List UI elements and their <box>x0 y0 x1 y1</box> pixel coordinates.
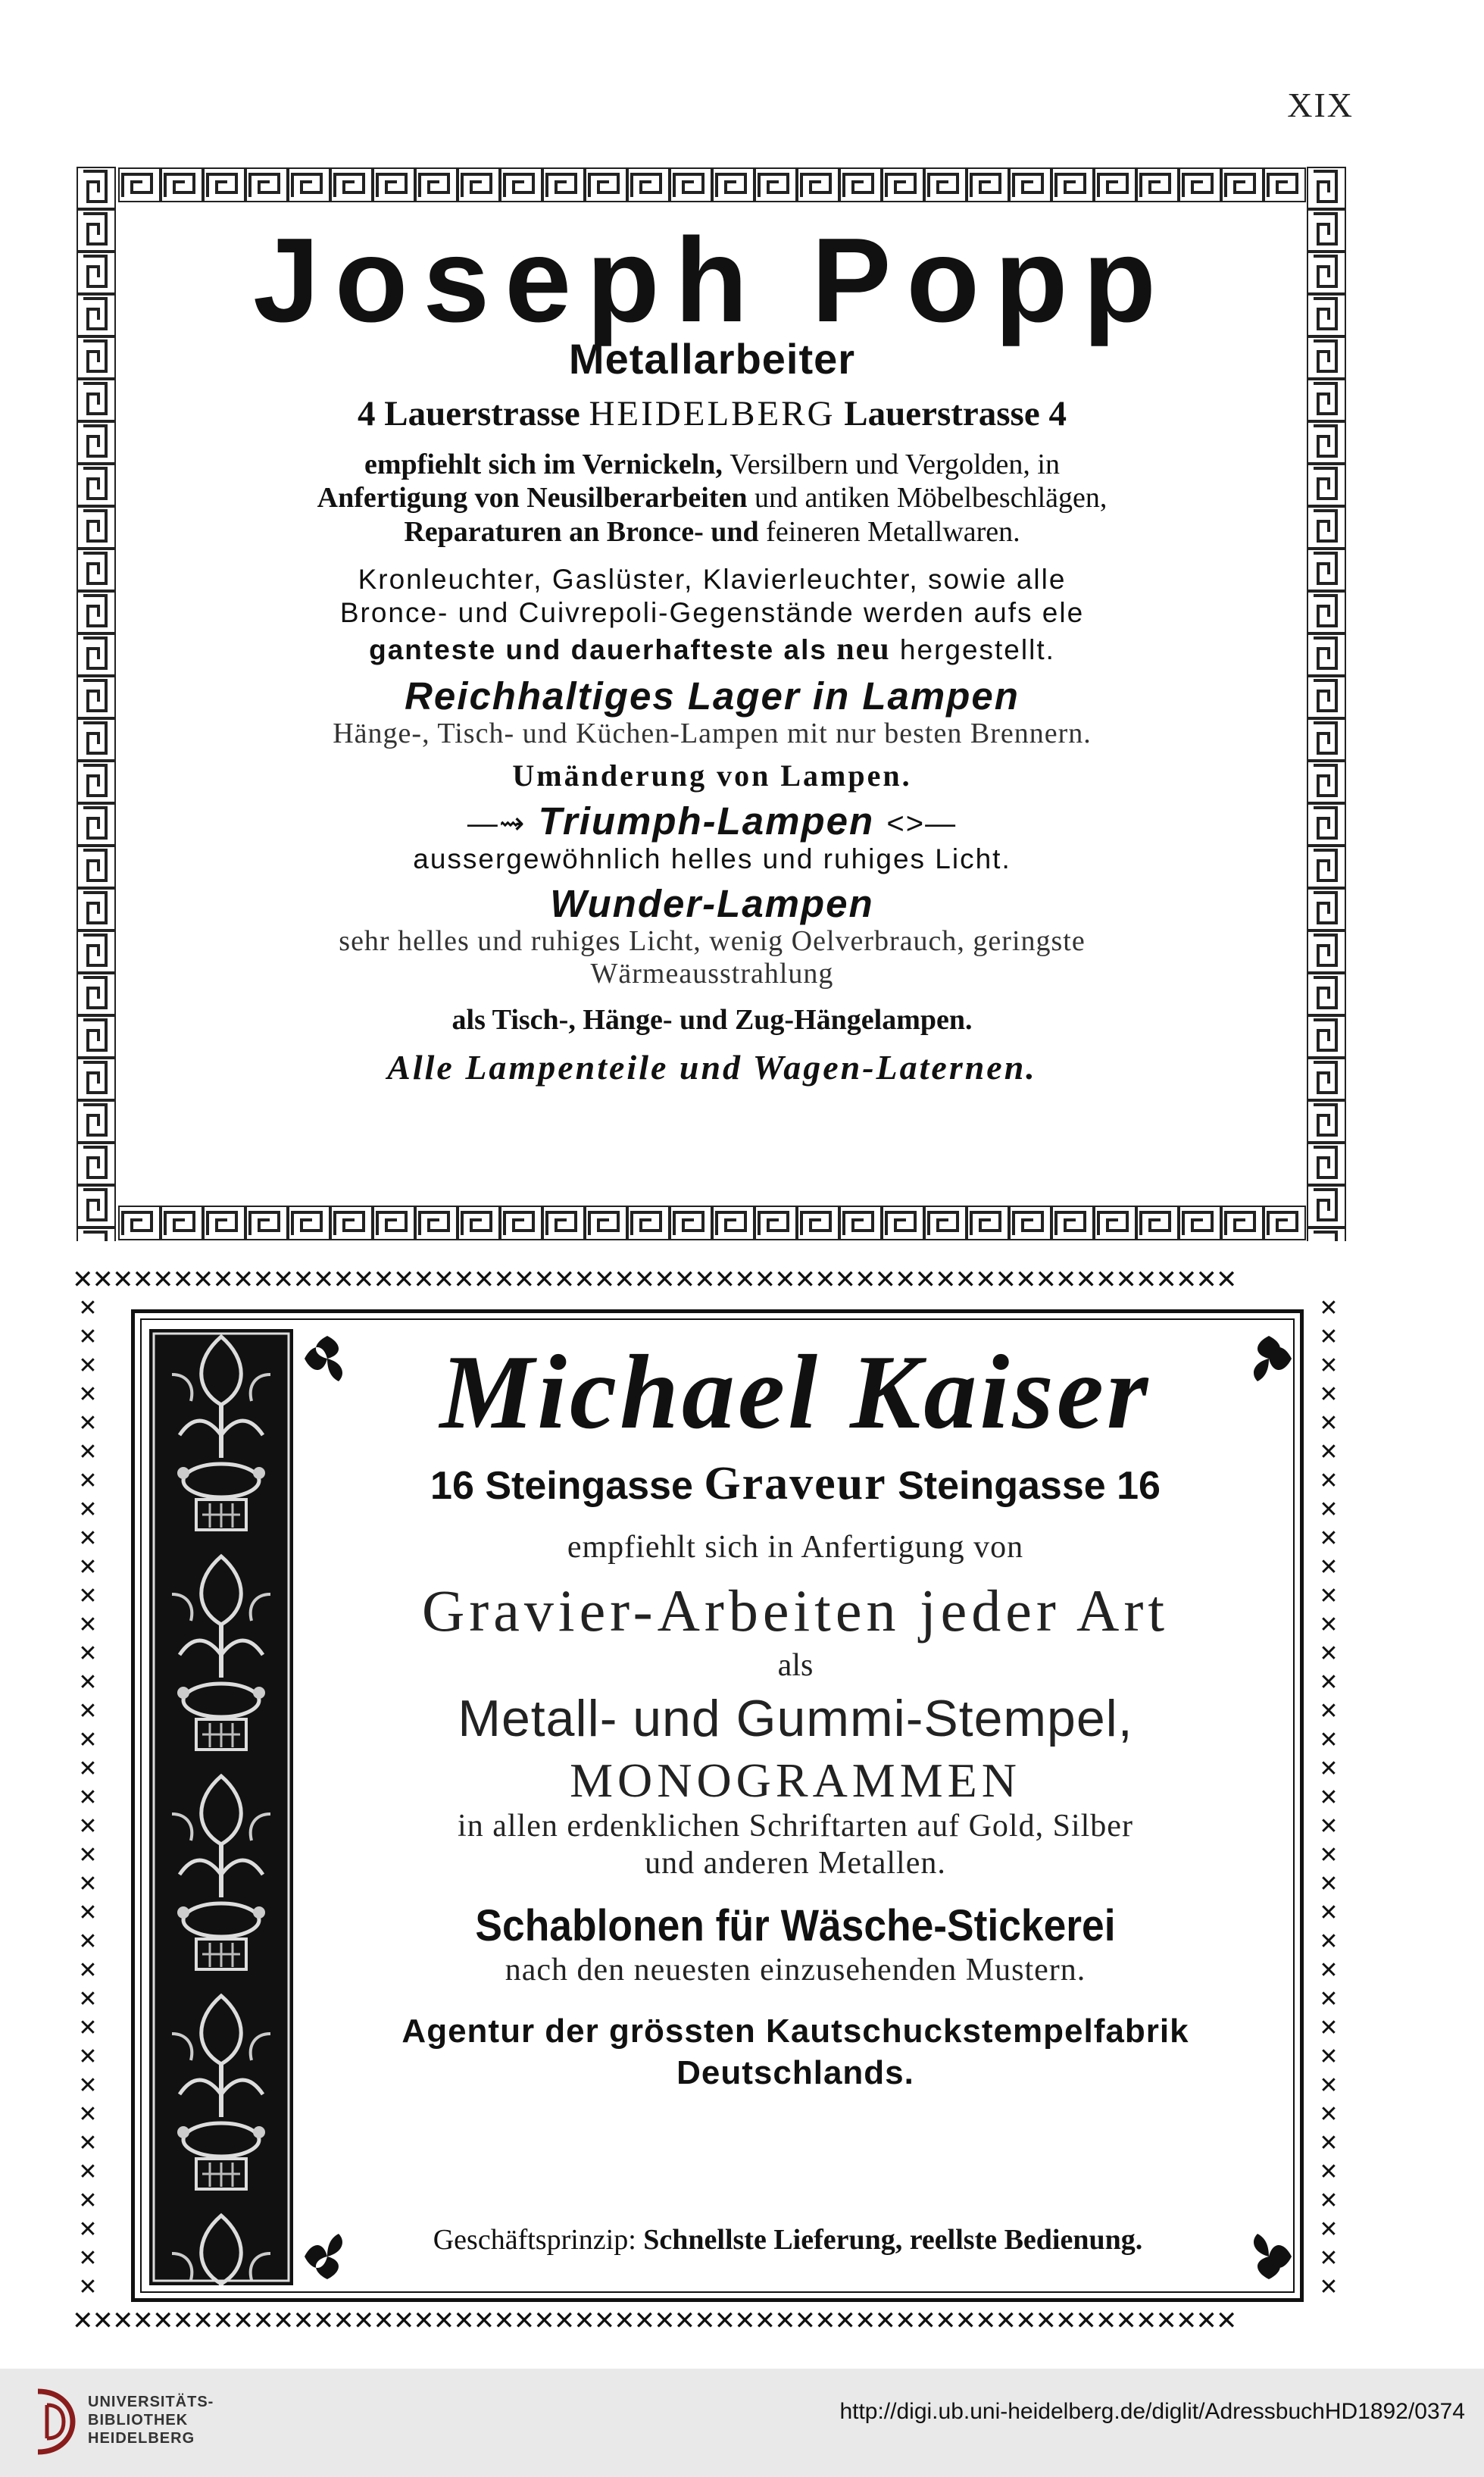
trade-title: Metallarbeiter <box>568 335 856 383</box>
agency-line-2: Deutschlands. <box>676 2053 914 2091</box>
stencils-line: Schablonen für Wäsche-Stickerei <box>475 1900 1116 1950</box>
chandelier-line-3-c: hergestellt. <box>899 633 1055 665</box>
chandelier-line-3-a: ganteste und dauerhafteste als <box>369 633 827 665</box>
triumph-lamps-heading <box>159 799 1265 843</box>
cross-border-right: ✕ ✕ ✕ ✕ ✕ ✕ ✕ ✕ ✕ ✕ ✕ ✕ ✕ ✕ ✕ ✕ ✕ ✕ ✕ ✕ ✕ ✕ ✕ ✕ ✕ ✕ ✕ ✕ ✕ ✕ ✕ ✕ ✕ ✕ ✕ <box>1319 1295 1339 2300</box>
cross-border-top: ✕✕✕✕✕✕✕✕✕✕✕✕✕✕✕✕✕✕✕✕✕✕✕✕✕✕✕✕✕✕✕✕✕✕✕✕✕✕✕✕✕✕✕✕✕✕✕✕✕✕✕✕✕✕✕✕✕✕ <box>72 1265 1236 1295</box>
service-line-2-bold: Anfertigung von Neusilberarbeiten <box>317 482 748 514</box>
lamp-stock-heading: Reichhaltiges Lager in Lampen <box>405 674 1020 718</box>
business-motto-label: Geschäftsprinzip: <box>433 2224 636 2256</box>
address-line <box>159 394 1265 434</box>
arrow-ornament-right-icon: <>— <box>886 806 958 840</box>
service-line-3 <box>159 515 1265 549</box>
agency-line-1: Agentur der grössten Kautschuckstempelfabrik <box>401 2012 1189 2050</box>
wonder-lamps-subline-2: Wärmeausstrahlung <box>590 957 834 990</box>
address-left: 4 Lauerstrasse <box>358 393 580 433</box>
address-right: Steingasse 16 <box>898 1464 1161 1508</box>
cross-border-left: ✕ ✕ ✕ ✕ ✕ ✕ ✕ ✕ ✕ ✕ ✕ ✕ ✕ ✕ ✕ ✕ ✕ ✕ ✕ ✕ ✕ ✕ ✕ ✕ ✕ ✕ ✕ ✕ ✕ ✕ ✕ ✕ ✕ ✕ ✕ <box>78 1295 98 2300</box>
ad1-content <box>159 214 1265 1188</box>
chandelier-line-1: Kronleuchter, Gaslüster, Klavierleuchter, sowie alle <box>358 563 1067 595</box>
lamp-types-line: als Tisch-, Hänge- und Zug-Hängelampen. <box>451 1004 973 1037</box>
cross-border-bottom: ✕✕✕✕✕✕✕✕✕✕✕✕✕✕✕✕✕✕✕✕✕✕✕✕✕✕✕✕✕✕✕✕✕✕✕✕✕✕✕✕✕✕✕✕✕✕✕✕✕✕✕✕✕✕✕✕✕✕ <box>72 2306 1236 2336</box>
address-right: Lauerstrasse 4 <box>844 393 1067 433</box>
library-name <box>88 2393 214 2447</box>
business-motto <box>299 2223 1276 2257</box>
fonts-line-1: in allen erdenklichen Schriftarten auf Gold, Silber <box>458 1809 1133 1844</box>
address-line <box>299 1457 1292 1511</box>
address-city: HEIDELBERG <box>589 393 836 433</box>
service-line-3-light: feineren Metallwaren. <box>766 516 1020 549</box>
service-line-1-light: Versilbern und Vergolden, in <box>730 448 1060 480</box>
chandelier-line-3 <box>159 630 1265 668</box>
patterns-line: nach den neuesten einzusehenden Mustern. <box>505 1952 1086 1988</box>
ad2-content <box>299 1332 1292 2284</box>
arrow-ornament-left-icon: —⇝ <box>467 806 526 840</box>
service-line-2-light: und antiken Möbelbeschlägen, <box>754 482 1108 514</box>
advertisement-michael-kaiser <box>72 1264 1345 2337</box>
company-name: Joseph Popp <box>253 214 1171 347</box>
address-left: 16 Steingasse <box>430 1464 693 1508</box>
stamps-line: Metall- und Gummi-Stempel, <box>458 1689 1133 1747</box>
wonder-lamps-subline-1: sehr helles und ruhiges Licht, wenig Oelverbrauch, geringste <box>339 925 1086 958</box>
library-name-line-1: UNIVERSITÄTS- <box>88 2394 214 2410</box>
greek-key-border-right <box>1306 167 1348 1241</box>
library-logo-icon <box>30 2384 80 2460</box>
chandelier-line-2: Bronce- und Cuivrepoli-Gegenstände werden aufs ele <box>339 597 1085 629</box>
page-number: XIX <box>1287 86 1354 124</box>
service-line-1 <box>159 448 1265 482</box>
lamp-stock-subline: Hänge-, Tisch- und Küchen-Lampen mit nur besten Brennern. <box>333 718 1092 750</box>
triumph-lamps-title: Triumph-Lampen <box>538 799 875 843</box>
advertisement-joseph-popp <box>76 167 1348 1241</box>
library-name-line-2: BIBLIOTHEK <box>88 2412 189 2429</box>
company-name: Michael Kaiser <box>439 1334 1151 1451</box>
greek-key-border-top <box>76 167 1348 203</box>
service-line-3-bold: Reparaturen an Bronce- und <box>404 516 759 549</box>
source-url-link[interactable]: http://digi.ub.uni-heidelberg.de/diglit/AdressbuchHD1892/0374 <box>839 2399 1465 2424</box>
business-motto-text: Schnellste Lieferung, reellste Bedienung. <box>643 2224 1143 2256</box>
library-name-line-3: HEIDELBERG <box>88 2430 195 2447</box>
ornamental-pillar <box>149 1329 293 2285</box>
trade-title: Graveur <box>704 1458 887 1509</box>
library-footer <box>0 2369 1484 2477</box>
fonts-line-2: und anderen Metallen. <box>645 1845 946 1881</box>
chandelier-line-3-neu: neu <box>836 631 891 667</box>
wonder-lamps-heading: Wunder-Lampen <box>550 882 874 926</box>
triumph-lamps-subline: aussergewöhnlich helles und ruhiges Licht. <box>413 843 1011 874</box>
as-line: als <box>777 1648 814 1684</box>
lamp-parts-line: Alle Lampenteile und Wagen-Laternen. <box>387 1048 1037 1087</box>
recommend-line: empfiehlt sich in Anfertigung von <box>567 1530 1024 1565</box>
greek-key-border-left <box>76 167 118 1241</box>
service-line-1-bold: empfiehlt sich im Vernickeln, <box>364 448 723 480</box>
service-line-2 <box>159 481 1265 515</box>
monograms-line: MONOGRAMMEN <box>570 1753 1021 1807</box>
greek-key-border-bottom <box>76 1205 1348 1241</box>
engraving-line: Gravier-Arbeiten jeder Art <box>421 1577 1170 1644</box>
lamp-conversion: Umänderung von Lampen. <box>512 758 912 793</box>
